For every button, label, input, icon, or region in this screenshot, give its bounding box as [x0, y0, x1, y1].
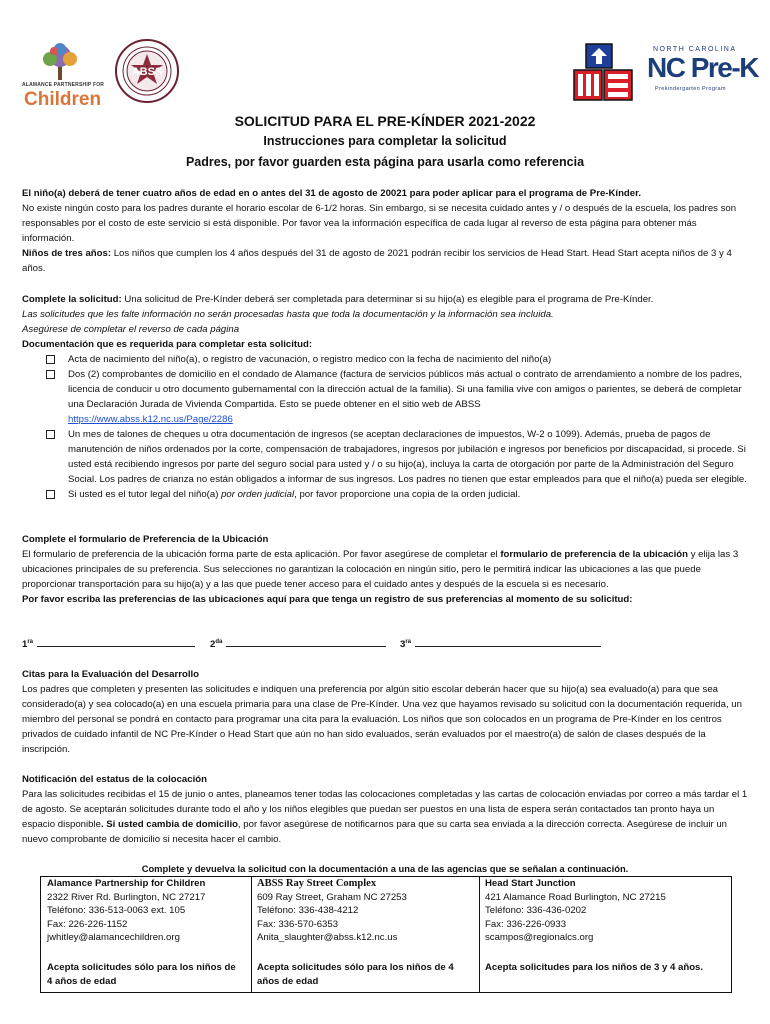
cost-statement: No existe ningún costo para los padres durante el horario escolar de 6-1/2 horas. Sin embargo, si se necesita cuidado antes y / o después de la escuela, los padres son responsables por el costo de este servicio si está disponible. Por favor vea la información específica de cada lugar al reverso de esta página para obtener más información. — [22, 203, 737, 244]
agency-name: Alamance Partnership for Children — [47, 878, 206, 889]
agency-contacts-table — [40, 876, 732, 993]
placement-heading: Complete el formulario de Preferencia de la Ubicación — [22, 534, 269, 545]
logo-bar — [0, 38, 770, 108]
preference-1-field[interactable] — [37, 637, 195, 647]
agency-fax: Fax: 336-570-6353 — [257, 918, 339, 930]
nc-prek-subtitle: Prekindergarten Program — [655, 86, 726, 92]
evaluation-appointments-section — [22, 667, 748, 757]
three-year-olds-text: Los niños que cumplen los 4 años después del 31 de agosto de 2021 podrán recibir los servicios de Head Start. Head Start acepta niños de 3 y 4 años. — [22, 248, 732, 274]
nc-prek-top-text: NORTH CAROLINA — [653, 46, 737, 53]
complete-application-intro — [22, 292, 748, 307]
abss-seal-logo — [114, 38, 180, 104]
abss-seal-text: ABSS — [131, 66, 163, 78]
agency-accept-note: Acepta solicitudes sólo para los niños de 4 años de edad — [47, 962, 236, 987]
checkbox-icon[interactable] — [46, 370, 55, 379]
appointments-text: Los padres que completen y presenten las solicitudes e indiquen una preferencia por algún sitio escolar deberán hacer que su hijo(a) sea evaluado(a) para que sea considerado(a) y sea colocado(a) en una escuela primaria para una clase de Pre-Kínder. Una vez que hayamos revisado su solicitud con la documentación requerida, un miembro del personal se pondrá en contacto para programar una cita para la evaluación. Los niños que son colocados en un programa de Pre-Kínder en los centros privados de cuidado infantil de NC Pre-Kínder o Head Start que aún no han sido evaluados, serán evaluados por el maestro(a) de salón de clases después de la inscripción. — [22, 684, 742, 755]
doc-item-court-order: Si usted es el tutor legal del niño(a) por orden judicial, por favor proporcione una copia de la orden judicial. — [22, 487, 748, 502]
agency-phone: Teléfono: 336-513-0063 ext. 105 — [47, 905, 186, 916]
agency-fax: Fax: 336-226-0933 — [485, 918, 567, 930]
agency-head-start-junction — [479, 877, 731, 992]
agency-phone: Teléfono: 336-438-4212 — [257, 905, 359, 916]
page-title: SOLICITUD PARA EL PRE-KÍNDER 2021-2022 — [234, 113, 536, 129]
tree-icon — [36, 42, 84, 82]
missing-info-note: Las solicitudes que les falte información no serán procesadas hasta que toda la documentación y la información sea incluida. — [22, 309, 554, 320]
placement-instruction: Por favor escriba las preferencias de las ubicaciones aquí para que tenga un registro de sus preferencias al momento de su solicitud: — [22, 594, 633, 605]
complete-application-text: Una solicitud de Pre-Kínder deberá ser completada para determinar si su hijo(a) es elegible para el programa de Pre-Kínder. — [121, 294, 654, 305]
logo-tagline: ALAMANCE PARTNERSHIP FOR — [22, 82, 105, 88]
agency-address: 609 Ray Street, Graham NC 27253 — [257, 891, 407, 903]
toy-blocks-logo — [572, 42, 634, 104]
doc-item-birth-record: Acta de nacimiento del niño(a), o registro de vacunación, o registro medico con la fecha de nacimiento del niño(a) — [22, 352, 748, 367]
agency-name: Head Start Junction — [485, 878, 576, 889]
page-subtitle-reference: Padres, por favor guarden esta página para usarla como referencia — [185, 155, 585, 169]
agency-email[interactable]: scampos@regionalcs.org — [485, 932, 594, 943]
nc-prek-logo — [643, 46, 758, 102]
notification-heading: Notificación del estatus de la colocación — [22, 774, 207, 785]
doc-item-income-proof: Un mes de talones de cheques u otra documentación de ingresos (se aceptan declaraciones de impuestos, W-2 o 1099). Además, prueba de pagos de manutención de niños ordenados por la corte, compensación de trabajadores, ingresos por jubilación e ingresos por beneficios por discapacidad, si procede. Si usted está recibiendo ingresos por parte del seguro social para usted y / o su hijo(a), incluya la carta de otorgación por parte de la Administración del Seguro Social. Los padres de crianza no están obligados a informar de sus ingresos. Los padres no tienen que estar empleados para que el niño(a) pueda ser elegible. — [22, 427, 748, 487]
nc-prek-brand: NC Pre-K — [647, 52, 758, 83]
required-docs-list — [22, 352, 748, 502]
complete-application-section — [22, 292, 748, 502]
intro-section — [22, 186, 748, 276]
checkbox-icon[interactable] — [46, 430, 55, 439]
agency-accept-note: Acepta solicitudes para los niños de 3 y 4 años. — [485, 962, 704, 973]
preference-2: $2^{da}$ — [210, 637, 386, 650]
contacts-heading: Complete y devuelva la solicitud con la documentación a una de las agencias que se señalan a continuación. — [141, 863, 629, 874]
preference-1: $1^{ra}$ — [22, 637, 195, 650]
doc-item-residence-proof: Dos (2) comprobantes de domicilio en el condado de Alamance (factura de servicios públicos más actual o contrato de arrendamiento a nombre de los padres, licencia de conducir u otro documento gubernamental con la dirección actual de la familia). Si una familia vive con amigos o parientes, se deberá de completar una Declaración Jurada de Vivienda Compartida. Esto se puede obtener en el sitio web de ABSS https://www.abss.k12.nc.us/Page/2286 — [22, 367, 748, 427]
placement-notification-section — [22, 772, 748, 847]
agency-phone: Teléfono: 336-436-0202 — [485, 905, 587, 916]
complete-application-label: Complete la solicitud: — [22, 294, 122, 305]
abss-affidavit-link[interactable]: https://www.abss.k12.nc.us/Page/2286 — [68, 414, 233, 425]
agency-accept-note: Acepta solicitudes sólo para los niños de 4 años de edad — [257, 962, 454, 987]
alamance-partnership-logo — [22, 42, 105, 110]
preference-3: $3^{ra}$ — [400, 637, 601, 650]
agency-name: ABSS Ray Street Complex — [257, 878, 377, 889]
appointments-heading: Citas para la Evaluación del Desarrollo — [22, 669, 200, 680]
placement-preference-section — [22, 532, 748, 607]
agency-address: 421 Alamance Road Burlington, NC 27215 — [485, 891, 666, 903]
agency-alamance-partnership — [41, 877, 252, 992]
agency-fax: Fax: 226-226-1152 — [47, 918, 128, 930]
agency-abss-ray-street — [251, 877, 480, 992]
checkbox-icon[interactable] — [46, 490, 55, 499]
agency-email[interactable]: jwhitley@alamancechildren.org — [47, 932, 180, 943]
required-docs-heading: Documentación que es requerida para completar esta solicitud: — [22, 339, 313, 350]
placement-text: El formulario de preferencia de la ubicación forma parte de esta aplicación. Por favor asegúrese de completar el formulario de preferencia de la ubicación y elija las 3 ubicaciones principales de su preferencia. Sus selecciones no garantizan la colocación en ningún sitio, pero le permitirá indicar las ubicaciones a las que puede proporcionar transportación para su hijo(a) y a las que puede tener acceso para el cuidado antes y después de la escuela si es necesario. — [22, 549, 739, 590]
page-subtitle-instructions: Instrucciones para completar la solicitud — [263, 134, 507, 148]
three-year-olds — [22, 246, 748, 276]
notification-text: Para las solicitudes recibidas el 15 de junio o antes, planeamos tener todas las colocaciones completadas y las cartas de colocación enviadas por correo a más tardar el 1 de agosto. Se aceptarán solicitudes durante todo el año y los niños elegibles que puedan ser puestos en una lista de espera serán contactados tan pronto haya un espacio disponible. Si usted cambia de domicilio, por favor asegúrese de notificarnos para que su carta sea enviada a la dirección correcta. Asegúrese de incluir un nuevo comprobante de domicilio si necesita hacer el cambio. — [22, 789, 748, 845]
eligibility-statement: El niño(a) deberá de tener cuatro años de edad en o antes del 31 de agosto de 20021 para poder aplicar para el programa de Pre-Kínder. — [22, 188, 641, 199]
preference-3-field[interactable] — [415, 637, 601, 647]
preference-fields — [22, 637, 748, 653]
three-year-olds-label: Niños de tres años: — [22, 248, 112, 259]
agency-address: 2322 River Rd. Burlington, NC 27217 — [47, 891, 206, 903]
preference-2-field[interactable] — [226, 637, 386, 647]
reverse-side-note: Asegúrese de completar el reverso de cada página — [22, 324, 240, 335]
agency-email[interactable]: Anita_slaughter@abss.k12.nc.us — [257, 932, 398, 943]
logo-children-word: Children — [24, 89, 102, 110]
checkbox-icon[interactable] — [46, 355, 55, 364]
